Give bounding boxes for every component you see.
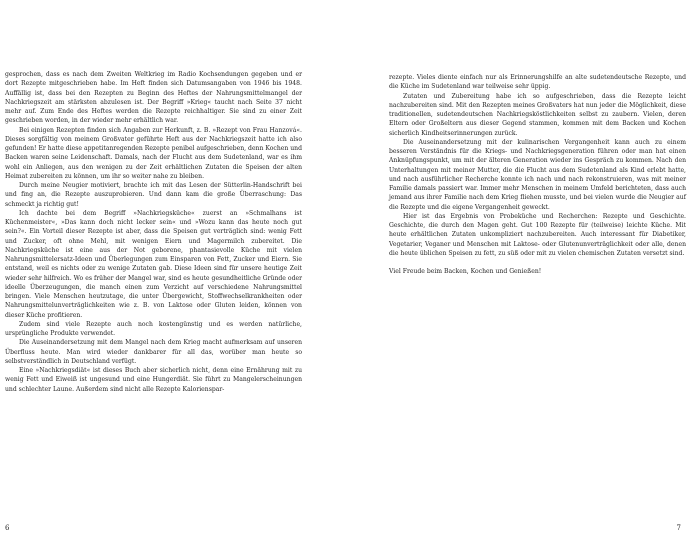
right-paragraph: rezepte. Vieles diente einfach nur als Erinnerungshilfe an alte sudetendeutsche Rezepte, und die Küche im Sudetenland war teilweise sehr üppig. xyxy=(389,74,686,91)
left-paragraph: Eine »Nachkriegsdiät« ist dieses Buch aber sicherlich nicht, denn eine Ernährung mit zu wenig Fett und Eiweiß ist ungesund und eine Hungerdiät. Sie führt zu Mangelerscheinungen und schlechter Laune. Außerdem sind nicht alle Rezepte Kalorienspar- xyxy=(5,367,302,393)
page-number: 6 xyxy=(5,524,10,532)
page-number: 7 xyxy=(676,524,681,532)
right-paragraph: Die Auseinandersetzung mit der kulinarischen Vergangenheit kann auch zu einem besseren Verständnis für die Kriegs- und Nachkriegsgeneration führen oder man hat einen Anknüpfungspunkt, um mit der älteren Generation wieder ins Gespräch zu kommen. Nach den Unterhaltungen mit meiner Mutter, die die Flucht aus dem Sudetenland als Kind erlebt hatte, und nach ausführlicher Recherche konnte ich nach und nach rekonstruieren, was mit meiner Familie damals passiert war. Immer mehr Menschen in meinem Umfeld berichteten, dass auch jemand aus ihrer Familie nach dem Krieg fliehen musste, und bei vielen wurde die Neugier auf die Rezepte und die eigene Vergangenheit geweckt. xyxy=(389,138,686,211)
left-paragraph: Bei einigen Rezepten finden sich Angaben zur Herkunft, z. B. »Rezept von Frau Hanzová«. Dieses sorgfältig von meinem Großvater geführte Heft aus der Nachkriegszeit hatte ich also gefunden! Er hatte diese appetitanregenden Rezepte penibel aufgeschrieben, denn Kochen und Backen waren seine Leidenschaft. Damals, nach der Flucht aus dem Sudetenland, war es ihm wohl ein Anliegen, aus den wenigen zu der Zeit erhältlichen Zutaten die Speisen der alten Heimat zubereiten zu können, um ihr so weiter nahe zu bleiben. xyxy=(5,126,302,180)
closing-line: Viel Freude beim Backen, Kochen und Genießen! xyxy=(389,268,542,276)
left-paragraph: Die Auseinandersetzung mit dem Mangel nach dem Krieg macht aufmerksam auf unseren Überfluss heute. Man wird wieder dankbarer für all das, worüber man heute so selbstverständlich in Deutschland verfügt. xyxy=(5,339,302,365)
right-paragraph: Hier ist das Ergebnis von Probeküche und Recherchen: Rezepte und Geschichte. Geschichte, die durch den Magen geht. Gut 100 Rezepte für (teilweise) leichte Küche. Mit heute erhältlichen Zutaten unkompliziert nachzubereiten. Auch interessant für Diabetiker, Vegetarier, Veganer und Menschen mit Laktose- oder Glutenunverträglichkeit oder alle, denen die heute üblichen Speisen zu fett, zu süß oder mit zu vielen chemischen Zutaten versetzt sind. xyxy=(389,212,686,257)
left-paragraph: Zudem sind viele Rezepte auch noch kostengünstig und es werden natürliche, ursprüngliche Produkte verwendet. xyxy=(5,320,302,337)
left-paragraph: gesprochen, dass es nach dem Zweiten Weltkrieg im Radio Kochsendungen gegeben und er dort Rezepte mitgeschrieben habe. Im Heft finden sich Datumsangaben von 1946 bis 1948. Auffällig ist, dass bei den Rezepten zu Beginn des Heftes der Nahrungsmittelmangel der Nachkriegszeit am stärksten abzulesen ist. Der Begriff »Krieg« taucht nach Seite 37 nicht mehr auf. Zum Ende des Heftes werden die Rezepte reichhaltiger. Sie sind zu einer Zeit geschrieben worden, in der wieder mehr erhältlich war. xyxy=(5,71,302,125)
left-page-text xyxy=(5,70,302,394)
left-paragraph: Ich dachte bei dem Begriff »Nachkriegsküche« zuerst an »Schmalhans ist Küchenmeister«, »Das kann doch nicht lecker sein« und »Wozu kann das heute noch gut sein?«. Ein Vorteil dieser Rezepte ist aber, dass die Speisen gut verträglich sind: wenig Fett und Zucker, oft ohne Mehl, mit wenigen Eiern und Magermilch zubereitet. Die Nachkriegsküche ist eine aus der Not geborene, phantasievolle Küche mit vielen Nahrungsmittelersatz-Ideen und Überlegungen zum Einsparen von Fett, Zucker und Eiern. Sie entstand, weil es nichts oder zu wenige Zutaten gab. Diese Ideen sind für unsere heutige Zeit wieder sehr hilfreich. Wo es früher der Mangel war, sind es heute gesundheitliche Gründe oder ideelle Überzeugungen, die manch einen zum Verzicht auf verschiedene Nahrungsmittel bringen. Viele Menschen heutzutage, die unter Übergewicht, Stoffwechselkrankheiten oder Nahrungsmittelunverträglichkeiten wie z. B. von Laktose oder Gluten leiden, können von dieser Küche profitieren. xyxy=(5,209,302,319)
right-page-text xyxy=(389,73,686,277)
right-page xyxy=(344,0,688,550)
right-paragraph: Zutaten und Zubereitung habe ich so aufgeschrieben, dass die Rezepte leicht nachzubereiten sind. Mit den Rezepten meines Großvaters hat nun jeder die Möglichkeit, diese traditionellen, sudetendeutschen Nachkriegsköstlichkeiten selbst zu zaubern. Vielen, deren Eltern oder Großeltern aus dieser Gegend stammen, kommen mit dem Backen und Kochen sicherlich Kindheitserinnerungen zurück. xyxy=(389,92,686,137)
left-paragraph: Durch meine Neugier motiviert, brachte ich mit das Lesen der Sütterlin-Handschrift bei und fing an, die Rezepte auszuprobieren. Und dann kam die große Überraschung: Das schmeckt ja richtig gut! xyxy=(5,182,302,208)
